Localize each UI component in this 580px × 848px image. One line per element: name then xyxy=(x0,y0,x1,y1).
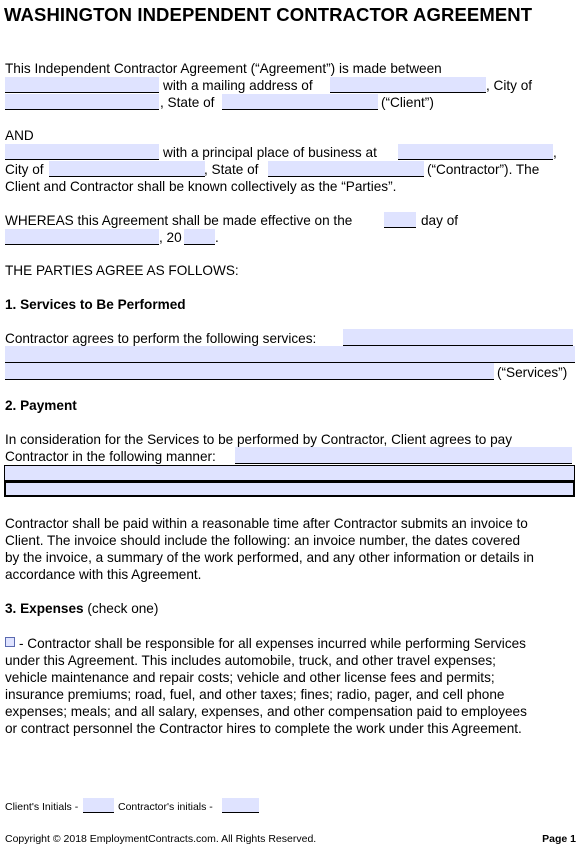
contractor-state-label: , State of xyxy=(204,162,259,177)
client-address-field[interactable] xyxy=(330,77,486,93)
copyright-text: Copyright © 2018 EmploymentContracts.com. All Rights Reserved. xyxy=(5,833,317,845)
period-label: . xyxy=(215,230,219,245)
effective-month-field[interactable] xyxy=(5,229,159,245)
client-name-field[interactable] xyxy=(5,77,159,93)
expenses-option-line-2: under this Agreement. This includes automobile, truck, and other travel expenses; xyxy=(5,653,496,668)
principal-place-label: with a principal place of business at xyxy=(163,145,377,160)
and-label: AND xyxy=(5,128,34,143)
services-intro: Contractor agrees to perform the following services: xyxy=(5,331,317,346)
contractor-initials-label: Contractor's initials - xyxy=(118,801,213,813)
effective-day-field[interactable] xyxy=(384,212,416,228)
mailing-address-label: with a mailing address of xyxy=(163,78,313,93)
expenses-option-line-1: - Contractor shall be responsible for all expenses incurred while performing Services xyxy=(19,636,526,651)
document-title: WASHINGTON INDEPENDENT CONTRACTOR AGREEMENT xyxy=(4,4,533,25)
services-tag: (“Services”) xyxy=(497,365,568,380)
whereas-text: WHEREAS this Agreement shall be made effective on the xyxy=(5,213,353,228)
payment-manner-field-1[interactable] xyxy=(235,447,572,464)
client-initials-field[interactable] xyxy=(83,798,114,813)
section1-heading: 1. Services to Be Performed xyxy=(5,297,186,312)
agree-heading: THE PARTIES AGREE AS FOLLOWS: xyxy=(5,263,239,278)
state-of-label: , State of xyxy=(160,95,215,110)
client-city-field[interactable] xyxy=(5,94,159,110)
parties-line: Client and Contractor shall be known collectively as the “Parties”. xyxy=(5,179,397,194)
services-field-1[interactable] xyxy=(343,329,573,346)
effective-year-field[interactable] xyxy=(184,229,215,245)
contractor-tag: (“Contractor”). The xyxy=(427,162,540,177)
client-initials-label: Client's Initials - xyxy=(5,801,79,813)
payment-line-1: In consideration for the Services to be performed by Contractor, Client agrees to pay xyxy=(5,432,513,447)
payment-para-line-2: Client. The invoice should include the following: an invoice number, the dates covered xyxy=(5,533,521,548)
contractor-address-field[interactable] xyxy=(398,144,553,160)
section2-heading: 2. Payment xyxy=(5,398,77,413)
payment-para-line-3: by the invoice, a summary of the work performed, and any other information or details in xyxy=(5,550,534,565)
section3-heading: 3. Expenses xyxy=(5,601,84,616)
payment-para-line-1: Contractor shall be paid within a reasonable time after Contractor submits an invoice to xyxy=(5,516,528,531)
contractor-city-field[interactable] xyxy=(49,161,205,177)
day-of-label: day of xyxy=(421,213,459,228)
payment-manner-field-2[interactable] xyxy=(4,465,575,481)
expenses-option-line-3: vehicle maintenance and repair costs; vehicle and other license fees and permits; xyxy=(5,670,495,685)
comma-label: , xyxy=(553,145,557,160)
services-field-2[interactable] xyxy=(5,346,575,363)
city-of-label: , City of xyxy=(486,78,533,93)
intro-line: This Independent Contractor Agreement (“Agreement”) is made between xyxy=(5,61,442,76)
contractor-state-field[interactable] xyxy=(268,161,424,177)
year-prefix-label: , 20 xyxy=(159,230,182,245)
payment-line-2: Contractor in the following manner: xyxy=(5,449,216,464)
contractor-initials-field[interactable] xyxy=(222,798,259,813)
expenses-contractor-checkbox[interactable] xyxy=(5,637,15,647)
payment-para-line-4: accordance with this Agreement. xyxy=(5,567,202,582)
payment-manner-field-3[interactable] xyxy=(4,481,575,497)
services-field-3[interactable] xyxy=(5,363,494,380)
client-tag: (“Client”) xyxy=(381,95,434,110)
client-state-field[interactable] xyxy=(222,94,378,110)
section3-note: (check one) xyxy=(87,601,159,616)
expenses-option-line-4: insurance premiums; road, fuel, and other taxes; fines; radio, pager, and cell phone xyxy=(5,687,505,702)
expenses-option-line-5: expenses; meals; and all salary, expenses, and other compensation paid to employees xyxy=(5,704,527,719)
page-number: Page 1 xyxy=(542,833,576,845)
contractor-name-field[interactable] xyxy=(5,144,159,160)
expenses-option-line-6: or contract personnel the Contractor hires to complete the work under this Agreement. xyxy=(5,721,522,736)
contractor-city-label: City of xyxy=(5,162,44,177)
